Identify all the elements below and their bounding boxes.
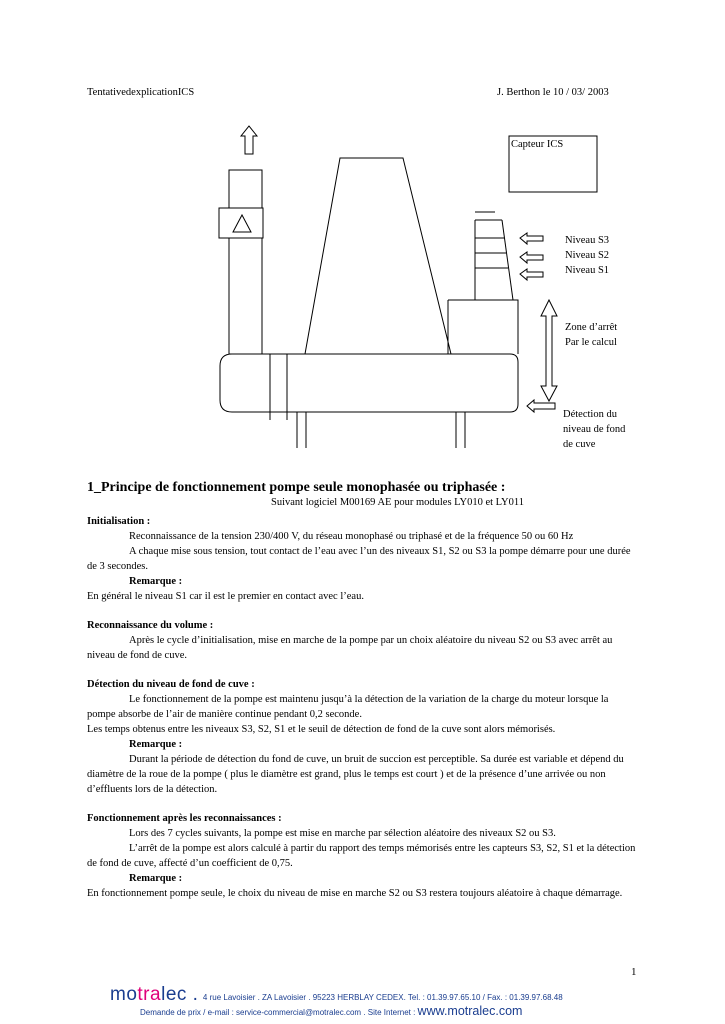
detection-paragraph-1: Le fonctionnement de la pompe est maintenu jusqu’à la détection de la variation de la charge du moteur lorsque la pompe absorbe de l’air de manière continue pendant 0,2 seconde. [87,694,609,720]
level-s1-arrow [520,269,543,280]
detection-paragraph-2: Les temps obtenus entre les niveaux S3, S2, S1 et le seuil de détection de fond de la cuve sont alors mémorisés. [87,724,556,735]
stop-zone-label-1: Zone d’arrêt [565,322,618,333]
init-paragraph-2: A chaque mise sous tension, tout contact de l’eau avec l’un des niveaux S1, S2 ou S3 la pompe démarre pour une durée de 3 secondes. [87,546,631,572]
outlet-up-arrow [241,126,257,154]
motor-cone [305,158,451,354]
footer-address-line [110,984,563,1006]
document-body [87,514,639,901]
detection-label-1: Détection du [563,409,617,420]
document-header-right: J. Berthon le 10 / 03/ 2003 [497,87,609,98]
init-remark-text: En général le niveau S1 car il est le premier en contact avec l’eau. [87,591,364,602]
operation-paragraph-2: L’arrêt de la pompe est alors calculé à partir du rapport des temps mémorisés entre les capteurs S3, S2, S1 et la détection de fond de cuve, affecté d’un coefficient de 0,75. [87,843,636,869]
init-paragraph-1: Reconnaissance de la tension 230/400 V, du réseau monophasé ou triphasé et de la fréquence 50 ou 60 Hz [129,531,574,542]
section-subtitle: Suivant logiciel M00169 AE pour modules LY010 et LY011 [271,497,524,508]
check-valve-triangle-icon [233,215,251,232]
detection-label-2: niveau de fond [563,424,626,435]
brand-logo: motralec . [110,984,199,1005]
level-s2-label: Niveau S2 [565,250,610,261]
level-s1-label: Niveau S1 [565,265,610,276]
footer-website-link[interactable]: www.motralec.com [417,1004,523,1018]
check-valve-box [219,208,263,238]
operation-remark-label: Remarque : [129,873,183,884]
level-s3-label: Niveau S3 [565,235,610,246]
page-number: 1 [631,966,637,978]
level-s2-arrow [520,252,543,263]
operation-remark-text: En fonctionnement pompe seule, le choix du niveau de mise en marche S2 ou S3 restera toujours aléatoire à chaque démarrage. [87,888,623,899]
footer-contact-line [140,1004,522,1018]
volume-paragraph: Après le cycle d’initialisation, mise en marche de la pompe par un choix aléatoire du niveau S2 ou S3 avec arrêt au niveau de fond de cuve. [87,635,613,661]
stop-zone-label-2: Par le calcul [565,337,617,348]
footer-address: 4 rue Lavoisier . ZA Lavoisier . 95223 HERBLAY CEDEX. Tel. : 01.39.97.65.10 / Fax. : 01.39.97.68.48 [202,993,563,1002]
level-s3-arrow [520,233,543,244]
operation-heading: Fonctionnement après les reconnaissances : [87,813,282,824]
init-remark-label: Remarque : [129,576,183,587]
bottom-detection-arrow [527,400,555,412]
discharge-pipe-bottom [229,238,262,354]
operation-paragraph-1: Lors des 7 cycles suivants, la pompe est mise en marche par sélection aléatoire des niveaux S2 ou S3. [129,828,556,839]
detection-label-3: de cuve [563,439,596,450]
discharge-pipe-top [229,170,262,208]
detection-remark-text: Durant la période de détection du fond de cuve, un bruit de succion est perceptible. Sa durée est variable et dépend du diamètre de la roue de la pompe ( plus le diamètre est grand, plus le temps est court ) et de la présence d’une arrivée ou non d’effluents lors de la détection. [87,754,624,795]
stop-zone-double-arrow [541,300,557,401]
detection-heading: Détection du niveau de fond de cuve : [87,679,255,690]
pump-housing [220,354,518,412]
pump-diagram [0,0,725,470]
volume-heading: Reconnaissance du volume : [87,620,214,631]
detection-remark-label: Remarque : [129,739,183,750]
footer-contact: Demande de prix / e-mail : service-commercial@motralec.com . Site Internet : [140,1008,418,1017]
section-title: 1_Principe de fonctionnement pompe seule monophasée ou triphasée : [87,480,506,495]
sensor-label: Capteur ICS [511,139,564,150]
init-heading: Initialisation : [87,516,151,527]
document-header-left: TentativedexplicationICS [87,87,195,98]
